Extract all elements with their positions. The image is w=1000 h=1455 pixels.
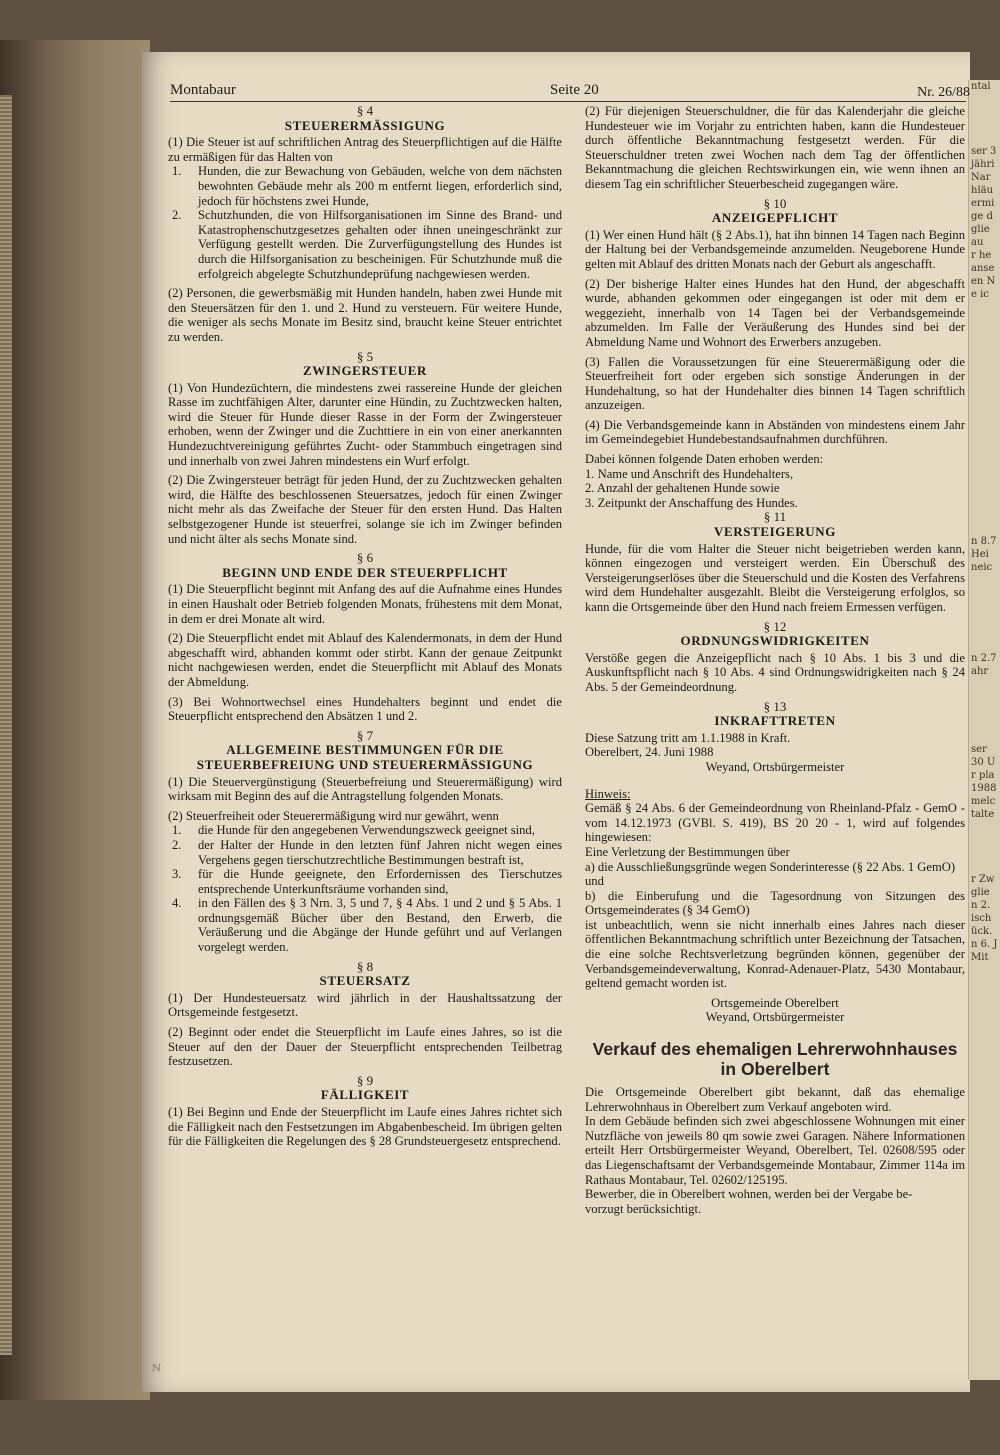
next-page-fragment: talte bbox=[971, 809, 995, 820]
next-page-fragment: Mit bbox=[971, 952, 989, 963]
list-item bbox=[168, 164, 562, 208]
section-number: § 10 bbox=[763, 195, 787, 211]
paragraph: (2) Die Zwingersteuer beträgt für jeden Hund, der zu Zuchtzwecken gehalten wird, die Hälfte des beschlossenen Steuersatzes, jedoch für einen Zwinger nicht mehr als das Zweifache der Steuer für den ersten Hund. Das Halten selbstgezogener Hunde ist steuerfrei, solange sie ich im Zwinger befinden und nicht älter als sechs Monate sind. bbox=[168, 473, 562, 546]
paragraph: (3) Bei Wohnortwechsel eines Hundehalters beginnt und endet die Steuerpflicht entsprechend den Absätzen 1 und 2. bbox=[168, 694, 562, 724]
header-page-number: Seite 20 bbox=[550, 82, 599, 98]
next-page-fragment: n 2. bbox=[971, 900, 991, 911]
paragraph: (1) Von Hundezüchtern, die mindestens zwei rassereine Hunde der gleichen Rasse im zuchtfähigen Alter, darunter eine Hündin, zu Zuchtzwecken halten, wird die Steuer für Hunde dieser Rasse in der Form der Zwingersteuer erhoben, wenn der Zwinger und die Zuchttiere in ein von einer anerkannten Hundezuchtvereinigung geführtes Zucht- oder Stammbuch eingetragen sind und innerhalb von zwei Jahren mindestens ein Wurf erfolgt. bbox=[168, 380, 562, 468]
section-number: § 5 bbox=[356, 348, 374, 364]
next-page-fragment: melc bbox=[971, 796, 996, 807]
ad-headline bbox=[585, 1039, 965, 1079]
right-column bbox=[585, 104, 965, 1216]
hinweis-label bbox=[585, 787, 965, 802]
next-page-fragment bbox=[969, 314, 1000, 327]
list-item: 3. Zeitpunkt der Anschaffung des Hundes. bbox=[585, 495, 798, 510]
section-number: § 6 bbox=[356, 550, 374, 566]
next-page-fragment bbox=[969, 431, 1000, 444]
next-page-fragment bbox=[969, 119, 1000, 132]
list-text: Hunden, die zur Bewachung von Gebäuden, welche von dem nächsten bewohnten Gebäude mehr als 200 m entfernt liegen, erforderlich sind, jedoch für höchstens zwei Hunde, bbox=[198, 164, 562, 208]
ad-headline-line1: Verkauf des ehemaligen Lehrerwohnhauses bbox=[592, 1039, 958, 1060]
list-text: für die Hunde geeignete, den Erfordernissen des Tierschutzes entsprechende Unterkunftsräume vorhanden sind, bbox=[198, 867, 562, 896]
paragraph: (3) Fallen die Voraussetzungen für eine Steuerermäßigung oder die Steuerfreiheit fort oder ergeben sich sonstige Änderungen in der Hundehaltung, so hat der Hundehalter dies binnen 14 Tagen schriftlich anzuzeigen. bbox=[585, 354, 965, 413]
book-page-edges bbox=[0, 95, 12, 1355]
list-text: die Hunde für den angegebenen Verwendungszweck geeignet sind, bbox=[198, 823, 535, 838]
next-page-fragment: 1988 bbox=[971, 783, 997, 794]
next-page-fragment bbox=[969, 392, 1000, 405]
section-title: INKRAFTTRETEN bbox=[714, 713, 836, 729]
next-page-fragment: r he bbox=[971, 250, 992, 261]
paragraph: (2) Der bisherige Halter eines Hundes hat den Hund, der abgeschafft wurde, abhanden gekommen oder eingegangen ist oder mit dem er weggezieht, innerhalb von 14 Tagen bei der Verbandsgemeinde abzumelden. Im Falle der Veräußerung des Hundes sind bei der Abmeldung Name und Wohnort des Erwerbers anzugeben. bbox=[585, 276, 965, 349]
section-title: ALLGEMEINE BESTIMMUNGEN FÜR DIE STEUERBEFREIUNG UND STEUERERMÄSSIGUNG bbox=[196, 742, 534, 772]
next-page-fragment bbox=[969, 301, 1000, 314]
section-number: § 9 bbox=[356, 1072, 374, 1088]
signature-line: Weyand, Ortsbürgermeister bbox=[705, 1010, 845, 1025]
next-page-fragment bbox=[969, 132, 1000, 145]
list-item: 1. Name und Anschrift des Hundehalters, bbox=[585, 466, 794, 481]
next-page-fragment: isch bbox=[971, 913, 992, 924]
next-page-fragment bbox=[969, 600, 1000, 613]
section-title: STEUERERMÄSSIGUNG bbox=[284, 117, 446, 133]
next-page-fragment bbox=[969, 613, 1000, 626]
next-page-fragment bbox=[969, 730, 1000, 743]
section-number: § 7 bbox=[356, 727, 374, 743]
paragraph: In dem Gebäude befinden sich zwei abgeschlossene Wohnungen mit einer Nutzfläche von jeweils 80 qm sowie zwei Garagen. Nähere Informationen erteilt Herr Ortsbürgermeister Weyand, Oberelbert, Tel. 02608/595 oder das Liegenschaftsamt der Verbandsgemeinde Montabaur, Zimmer 114a im Rathaus Montabaur, Tel. 02602/125195. bbox=[585, 1114, 965, 1187]
next-page-fragment bbox=[969, 340, 1000, 353]
next-page-fragment bbox=[969, 327, 1000, 340]
paragraph: (2) Personen, die gewerbsmäßig mit Hunden handeln, haben zwei Hunde mit den Steuersätzen für den 1. und 2. Hund zu versteuern. Für weitere Hunde, die weniger als sechs Monate im Besitz sind, braucht keine Steuer entrichtet zu werden. bbox=[168, 286, 562, 344]
next-page-fragment: ser bbox=[971, 744, 987, 755]
book-binding bbox=[0, 40, 150, 1400]
next-page-fragment: hläu bbox=[971, 185, 994, 196]
paragraph: (1) Die Steuer ist auf schriftlichen Antrag des Steuerpflichtigen auf die Hälfte zu ermäßigen für das Halten von bbox=[168, 135, 562, 164]
org-name: Ortsgemeinde Oberelbert bbox=[711, 995, 839, 1010]
paragraph: vorzugt berücksichtigt. bbox=[585, 1201, 702, 1216]
next-page-fragment: ück. bbox=[971, 926, 993, 937]
next-page-fragment: jähri bbox=[971, 159, 995, 170]
section-title: FÄLLIGKEIT bbox=[320, 1087, 410, 1103]
section-number: § 12 bbox=[763, 618, 787, 634]
section-title: BEGINN UND ENDE DER STEUERPFLICHT bbox=[222, 564, 508, 580]
paragraph: Eine Verletzung der Bestimmungen über bbox=[585, 844, 790, 859]
next-page-fragment bbox=[969, 834, 1000, 847]
list-item: 2. Anzahl der gehaltenen Hunde sowie bbox=[585, 481, 780, 496]
next-page-fragment bbox=[969, 522, 1000, 535]
page-header bbox=[170, 82, 970, 102]
next-page-fragment: ermi bbox=[971, 198, 995, 209]
paragraph: Gemäß § 24 Abs. 6 der Gemeindeordnung von Rheinland-Pfalz - GemO - vom 14.12.1973 (GVBl. S. 419), BS 20 20 - 1, wird auf folgendes hingewiesen: bbox=[585, 801, 965, 845]
next-page-fragment: n 2.7 bbox=[971, 653, 997, 664]
paragraph: Bewerber, die in Oberelbert wohnen, werden bei der Vergabe be- bbox=[585, 1187, 913, 1202]
header-rule bbox=[170, 101, 966, 102]
section-title: ANZEIGEPFLICHT bbox=[711, 210, 839, 226]
section-number: § 8 bbox=[356, 958, 374, 974]
paragraph: (2) Beginnt oder endet die Steuerpflicht im Laufe eines Jahres, so ist die Steuer auf den der Dauer der Steuerpflicht entsprechenden Teilbetrag festzusetzen. bbox=[168, 1025, 562, 1069]
list-item bbox=[168, 823, 562, 838]
next-page-fragment bbox=[969, 626, 1000, 639]
section-title: ZWINGERSTEUER bbox=[302, 363, 428, 379]
next-page-fragment: e ic bbox=[971, 289, 989, 300]
next-page-fragment: ntal bbox=[971, 81, 991, 92]
section-title: ORDNUNGSWIDRIGKEITEN bbox=[680, 633, 870, 649]
paragraph: Diese Satzung tritt am 1.1.1988 in Kraft. bbox=[585, 730, 791, 745]
next-page-fragment bbox=[969, 717, 1000, 730]
paragraph: Verstöße gegen die Anzeigepflicht nach § 10 Abs. 1 bis 3 und die Auskunftspflicht nach § 10 Abs. 4 sind Ordnungswidrigkeiten nach § 24 Abs. 5 der Gemeindeordnung. bbox=[585, 650, 965, 694]
next-page-fragment: glie bbox=[971, 224, 990, 235]
list-number: 2. bbox=[172, 208, 182, 223]
paragraph: (2) Die Steuerpflicht endet mit Ablauf des Kalendermonats, in dem der Hund abgeschafft wird, abhanden kommt oder stirbt. Kann der genaue Zeitpunkt nicht nachgewiesen werden, endet die Steuerpflicht mit Ablauf des Monats der Abmeldung. bbox=[168, 631, 562, 689]
list-item bbox=[168, 896, 562, 954]
list-item bbox=[168, 838, 562, 867]
next-page-fragment bbox=[969, 379, 1000, 392]
list-text: Schutzhunden, die von Hilfsorganisationen im Sinne des Brand- und Katastrophenschutzgesetzes gehalten oder ihnen uneingeschränkt zur Verfügung gestellt werden. Die Zurverfügungstellung des Hundes ist durch die Hilfsorganisation zu bescheinigen. Für Schutzhunde muß die erfolgreich abgelegte Schutzhundeprüfung nachgewiesen werden. bbox=[198, 208, 562, 281]
next-page-edge bbox=[968, 80, 1000, 1380]
next-page-fragment bbox=[969, 691, 1000, 704]
signature-line: Weyand, Ortsbürgermeister bbox=[705, 759, 845, 774]
next-page-fragment: r Zw bbox=[971, 874, 995, 885]
paragraph: (1) Bei Beginn und Ende der Steuerpflicht im Laufe eines Jahres richtet sich die Fälligkeit nach den Festsetzungen im Abgabenbescheid. Im übrigen gelten für die Fälligkeiten die Regelungen des § 28 Grundsteuergesetz entsprechend. bbox=[168, 1105, 562, 1149]
next-page-fragment bbox=[969, 509, 1000, 522]
section-title: VERSTEIGERUNG bbox=[714, 524, 836, 540]
paragraph: (4) Die Verbandsgemeinde kann in Abständen von mindestens einem Jahr im Gemeindegebiet Hundebestandsaufnahmen durchführen. bbox=[585, 417, 965, 447]
paragraph: (1) Die Steuervergünstigung (Steuerbefreiung und Steuerermäßigung) wird wirksam mit Beginn des auf die Antragstellung folgenden Monats. bbox=[168, 774, 562, 804]
next-page-fragment: Nar bbox=[971, 172, 991, 183]
paragraph: Die Ortsgemeinde Oberelbert gibt bekannt, daß das ehemalige Lehrerwohnhaus in Oberelbert zum Verkauf angeboten wird. bbox=[585, 1085, 965, 1114]
section-title: STEUERSATZ bbox=[319, 973, 411, 989]
next-page-fragment: glie bbox=[971, 887, 990, 898]
paragraph: (2) Für diejenigen Steuerschuldner, die für das Kalenderjahr die gleiche Hundesteuer wie im Vorjahr zu entrichten haben, kann die Hundesteuer durch öffentliche Bekanntmachung festgesetzt werden. Für die Steuerschuldner treten zwei Wochen nach dem Tag der öffentlichen Bekanntmachung die gleichen Rechtswirkungen ein, wie wenn ihnen an diesem Tag ein schriftlicher Steuerbescheid zugegangen wäre. bbox=[585, 104, 965, 191]
list-number: 1. bbox=[172, 823, 182, 838]
next-page-fragment: 30 U bbox=[971, 757, 996, 768]
next-page-fragment bbox=[969, 93, 1000, 106]
list-number: 2. bbox=[172, 837, 182, 852]
paragraph: (1) Der Hundesteuersatz wird jährlich in der Haushaltssatzung der Ortsgemeinde festgesetzt. bbox=[168, 990, 562, 1020]
list-number: 4. bbox=[172, 896, 182, 911]
next-page-fragment bbox=[969, 106, 1000, 119]
paragraph: Dabei können folgende Daten erhoben werden: bbox=[585, 452, 824, 467]
next-page-fragment bbox=[969, 847, 1000, 860]
list-number: 3. bbox=[172, 867, 182, 882]
paragraph: a) die Ausschließungsgründe wegen Sonderinteresse (§ 22 Abs. 1 GemO) bbox=[585, 859, 956, 874]
section-number: § 13 bbox=[763, 698, 787, 714]
header-town: Montabaur bbox=[170, 82, 236, 98]
next-page-fragment: r pla bbox=[971, 770, 995, 781]
next-page-fragment bbox=[969, 353, 1000, 366]
list-text: in den Fällen des § 3 Nrn. 3, 5 und 7, § 4 Abs. 1 und 2 und § 5 Abs. 1 ordnungsgemäß Bücher über den Bestand, den Erwerb, die Veräußerung und die Abgänge der Hunde geführt und auf Verlangen vorgelegt werden. bbox=[198, 896, 562, 955]
section-number: § 11 bbox=[763, 509, 787, 525]
numbered-list bbox=[168, 164, 562, 281]
paragraph: (1) Die Steuerpflicht beginnt mit Anfang des auf die Aufnahme eines Hundes in einen Haushalt oder Betrieb folgenden Monats, frühestens mit dem Monat, in dem er drei Monate alt wird. bbox=[168, 582, 562, 626]
paragraph: ist unbeachtlich, wenn sie nicht innerhalb eines Jahres nach dieser öffentlichen Bekanntmachung schriftlich unter Bezeichnung der Tatsachen, die eine solche Rechtsverletzung begründen können, gegenüber der Verbandsgemeindeverwaltung, Konrad-Adenauer-Platz, 5430 Montabaur, geltend gemacht worden ist. bbox=[585, 917, 965, 991]
next-page-fragment bbox=[969, 418, 1000, 431]
next-page-fragment bbox=[969, 470, 1000, 483]
left-column bbox=[168, 104, 562, 1154]
next-page-fragment: n 6. J bbox=[971, 939, 998, 950]
list-number: 1. bbox=[172, 164, 182, 179]
list-text: der Halter der Hunde in den letzten fünf Jahren nicht wegen eines Vergehens gegen tierschutzrechtliche Bestimmungen bestraft ist, bbox=[198, 837, 562, 867]
next-page-fragment bbox=[969, 366, 1000, 379]
ad-headline-line2: in Oberelbert bbox=[720, 1059, 830, 1080]
paragraph: (2) Steuerfreiheit oder Steuerermäßigung wird nur gewährt, wenn bbox=[168, 808, 499, 823]
next-page-fragment: Hei bbox=[971, 549, 989, 560]
hinweis-label-text: Hinweis: bbox=[585, 786, 631, 801]
next-page-fragment bbox=[969, 574, 1000, 587]
section-number: § 4 bbox=[356, 103, 374, 118]
paragraph: b) die Einberufung und die Tagesordnung von Sitzungen des Ortsgemeinderates (§ 34 GemO) bbox=[585, 888, 965, 918]
next-page-fragment: en N bbox=[971, 276, 996, 287]
list-item bbox=[168, 867, 562, 896]
next-page-fragment: au bbox=[971, 237, 984, 248]
next-page-fragment bbox=[969, 678, 1000, 691]
next-page-fragment: ahr bbox=[971, 666, 989, 677]
paragraph: und bbox=[585, 874, 604, 889]
next-page-fragment bbox=[969, 483, 1000, 496]
next-page-fragment bbox=[969, 587, 1000, 600]
paragraph: Hunde, für die vom Halter die Steuer nicht beigetrieben werden kann, können eingezogen und versteigert werden. Ein Überschuß des Versteigerungserlöses über die Steuerschuld und die Kosten des Verfahrens wird dem Hundehalter ausgezahlt. Bleibt die Versteigerung erfolglos, so kann die Ortsgemeinde über den Hund nach freiem Ermessen verfügen. bbox=[585, 541, 965, 614]
paragraph: (1) Wer einen Hund hält (§ 2 Abs.1), hat ihn binnen 14 Tagen nach Beginn der Haltung bei der Verbandsgemeinde anzumelden. Neugeborene Hunde gelten mit Ablauf des dritten Monats nach der Geburt als angeschafft. bbox=[585, 227, 965, 271]
next-page-fragment bbox=[969, 860, 1000, 873]
next-page-fragment bbox=[969, 457, 1000, 470]
next-page-fragment: ser 3 bbox=[971, 146, 997, 157]
pencil-mark: ℕ bbox=[152, 1363, 162, 1374]
header-issue-number: Nr. 26/88 bbox=[917, 85, 970, 100]
next-page-fragment bbox=[969, 496, 1000, 509]
next-page-fragment bbox=[969, 405, 1000, 418]
next-page-fragment bbox=[969, 821, 1000, 834]
list-item bbox=[168, 208, 562, 281]
next-page-fragment bbox=[969, 444, 1000, 457]
next-page-fragment: n 8.7 bbox=[971, 536, 997, 547]
next-page-fragment: neic bbox=[971, 562, 993, 573]
numbered-list bbox=[168, 823, 562, 954]
next-page-fragment: ge d bbox=[971, 211, 993, 222]
place-date: Oberelbert, 24. Juni 1988 bbox=[585, 745, 714, 760]
next-page-fragment bbox=[969, 639, 1000, 652]
next-page-fragment: anse bbox=[971, 263, 995, 274]
next-page-fragment bbox=[969, 704, 1000, 717]
